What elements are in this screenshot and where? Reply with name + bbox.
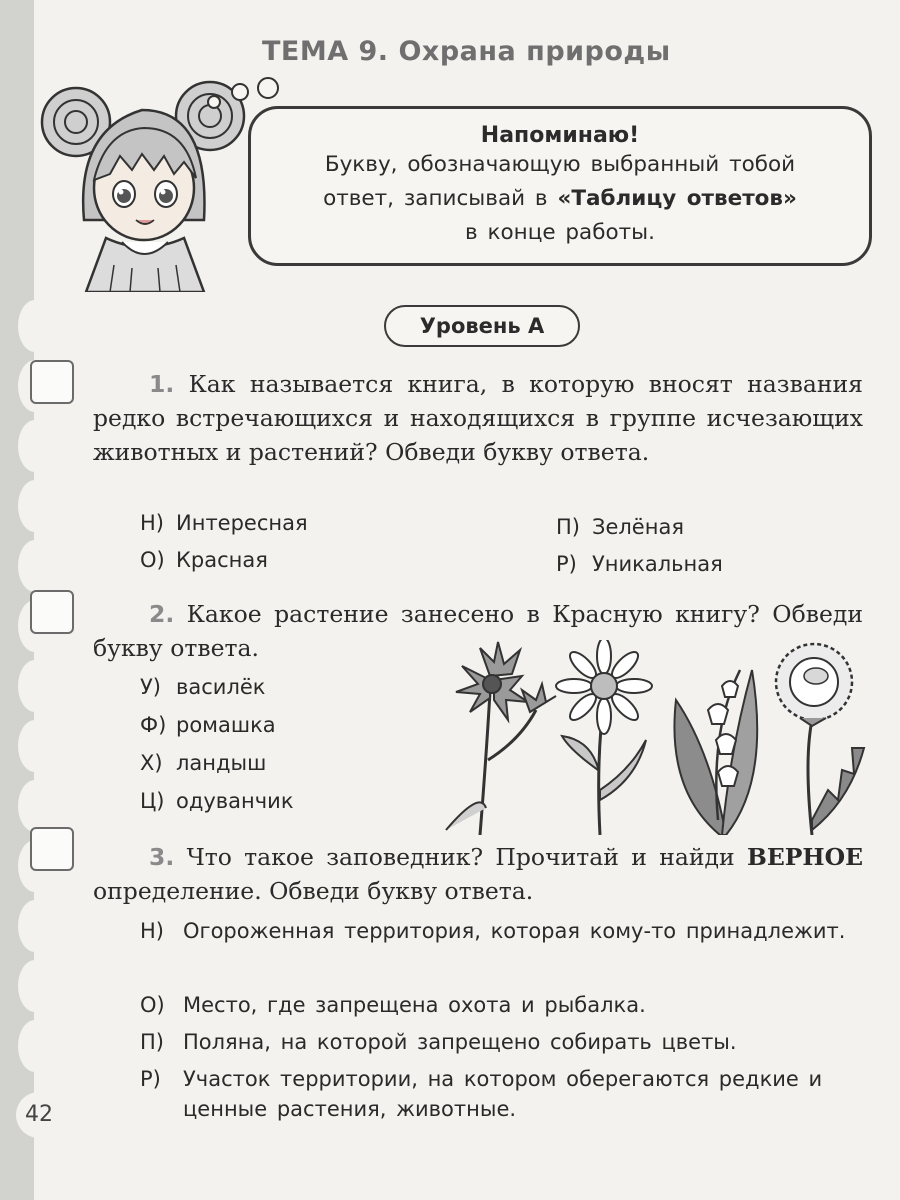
option-text: Участок территории, на котором оберегаются редкие и ценные растения, животные.: [183, 1067, 823, 1121]
border-scallop: [18, 300, 52, 352]
question-text: Как называется книга, в которую вносят названия редко встречающихся и находящихся в группе исчезающих животных и растений? Обведи букву ответа.: [93, 370, 863, 466]
option-text: одуванчик: [176, 789, 294, 813]
page-title: ТЕМА 9. Охрана природы: [262, 36, 671, 67]
border-scallop: [18, 900, 52, 952]
question-text-end: определение. Обведи букву ответа.: [93, 877, 534, 905]
option-letter: Х): [140, 751, 163, 775]
reminder-line-2-text: ответ, записывай в: [323, 186, 558, 211]
q2-option[interactable]: [140, 672, 265, 702]
answer-table-ref: «Таблицу ответов»: [557, 186, 797, 211]
q3-option[interactable]: [140, 990, 860, 1020]
dandelion-icon: [776, 644, 864, 835]
option-text: Зелёная: [592, 515, 684, 539]
option-letter: О): [140, 548, 165, 572]
q1-option[interactable]: [140, 545, 268, 575]
question-1: [93, 367, 863, 469]
option-letter: П): [556, 515, 580, 539]
question-text: Какое растение занесено в Красную книгу? Обведи букву ответа.: [93, 600, 863, 662]
q1-option[interactable]: [556, 512, 684, 542]
border-scallop: [18, 960, 52, 1012]
question-number: 3.: [149, 843, 175, 871]
level-badge: Уровень А: [384, 305, 580, 347]
option-text: Место, где запрещена охота и рыбалка.: [183, 993, 646, 1017]
flowers-illustration: [440, 640, 870, 835]
reminder-heading: Напоминаю!: [480, 123, 640, 148]
option-text: ромашка: [176, 713, 276, 737]
reminder-bubble: [248, 106, 872, 266]
question-number: 2.: [149, 600, 175, 628]
q3-option[interactable]: [140, 1027, 860, 1057]
lily-of-the-valley-icon: [674, 670, 757, 835]
q3-option[interactable]: [140, 1064, 860, 1124]
border-scallop: [18, 480, 52, 532]
option-text: Интересная: [176, 511, 308, 535]
question-text-emphasis: ВЕРНОЕ: [746, 843, 863, 871]
option-letter: Ф): [140, 713, 167, 737]
option-letter: Р): [556, 552, 577, 576]
q1-option[interactable]: [556, 549, 723, 579]
option-text: василёк: [176, 675, 266, 699]
chamomile-icon: [556, 640, 652, 835]
border-scallop: [18, 780, 52, 832]
question-text-start: Что такое заповедник? Прочитай и найди: [186, 843, 747, 871]
q2-option[interactable]: [140, 748, 266, 778]
option-letter: У): [140, 675, 161, 699]
q2-option[interactable]: [140, 710, 276, 740]
page-number: 42: [16, 1092, 62, 1138]
answer-box-q3[interactable]: [30, 827, 74, 871]
border-scallop: [18, 1020, 52, 1072]
reminder-line-2: [251, 182, 869, 216]
cornflower-icon: [446, 642, 556, 835]
answer-box-q2[interactable]: [30, 590, 74, 634]
option-letter: Р): [140, 1067, 161, 1091]
border-scallop: [18, 660, 52, 712]
answer-box-q1[interactable]: [30, 360, 74, 404]
option-text: ландыш: [176, 751, 267, 775]
option-text: Уникальная: [592, 552, 723, 576]
option-text: Огороженная территория, которая кому-то принадлежит.: [183, 919, 846, 943]
border-scallop: [18, 420, 52, 472]
reminder-line-3: в конце работы.: [465, 220, 655, 245]
q2-option[interactable]: [140, 786, 294, 816]
option-text: Красная: [176, 548, 268, 572]
girl-illustration: [14, 70, 254, 292]
question-number: 1.: [149, 370, 175, 398]
border-scallop: [18, 720, 52, 772]
option-text: Поляна, на которой запрещено собирать цветы.: [183, 1030, 737, 1054]
reminder-line-1: Букву, обозначающую выбранный тобой: [324, 152, 796, 177]
option-letter: О): [140, 993, 165, 1017]
option-letter: П): [140, 1030, 164, 1054]
q1-option[interactable]: [140, 508, 308, 538]
border-scallop: [18, 540, 52, 592]
question-3: [93, 840, 863, 908]
q3-option[interactable]: [140, 916, 860, 946]
option-letter: Н): [140, 511, 164, 535]
option-letter: Н): [140, 919, 164, 943]
option-letter: Ц): [140, 789, 165, 813]
